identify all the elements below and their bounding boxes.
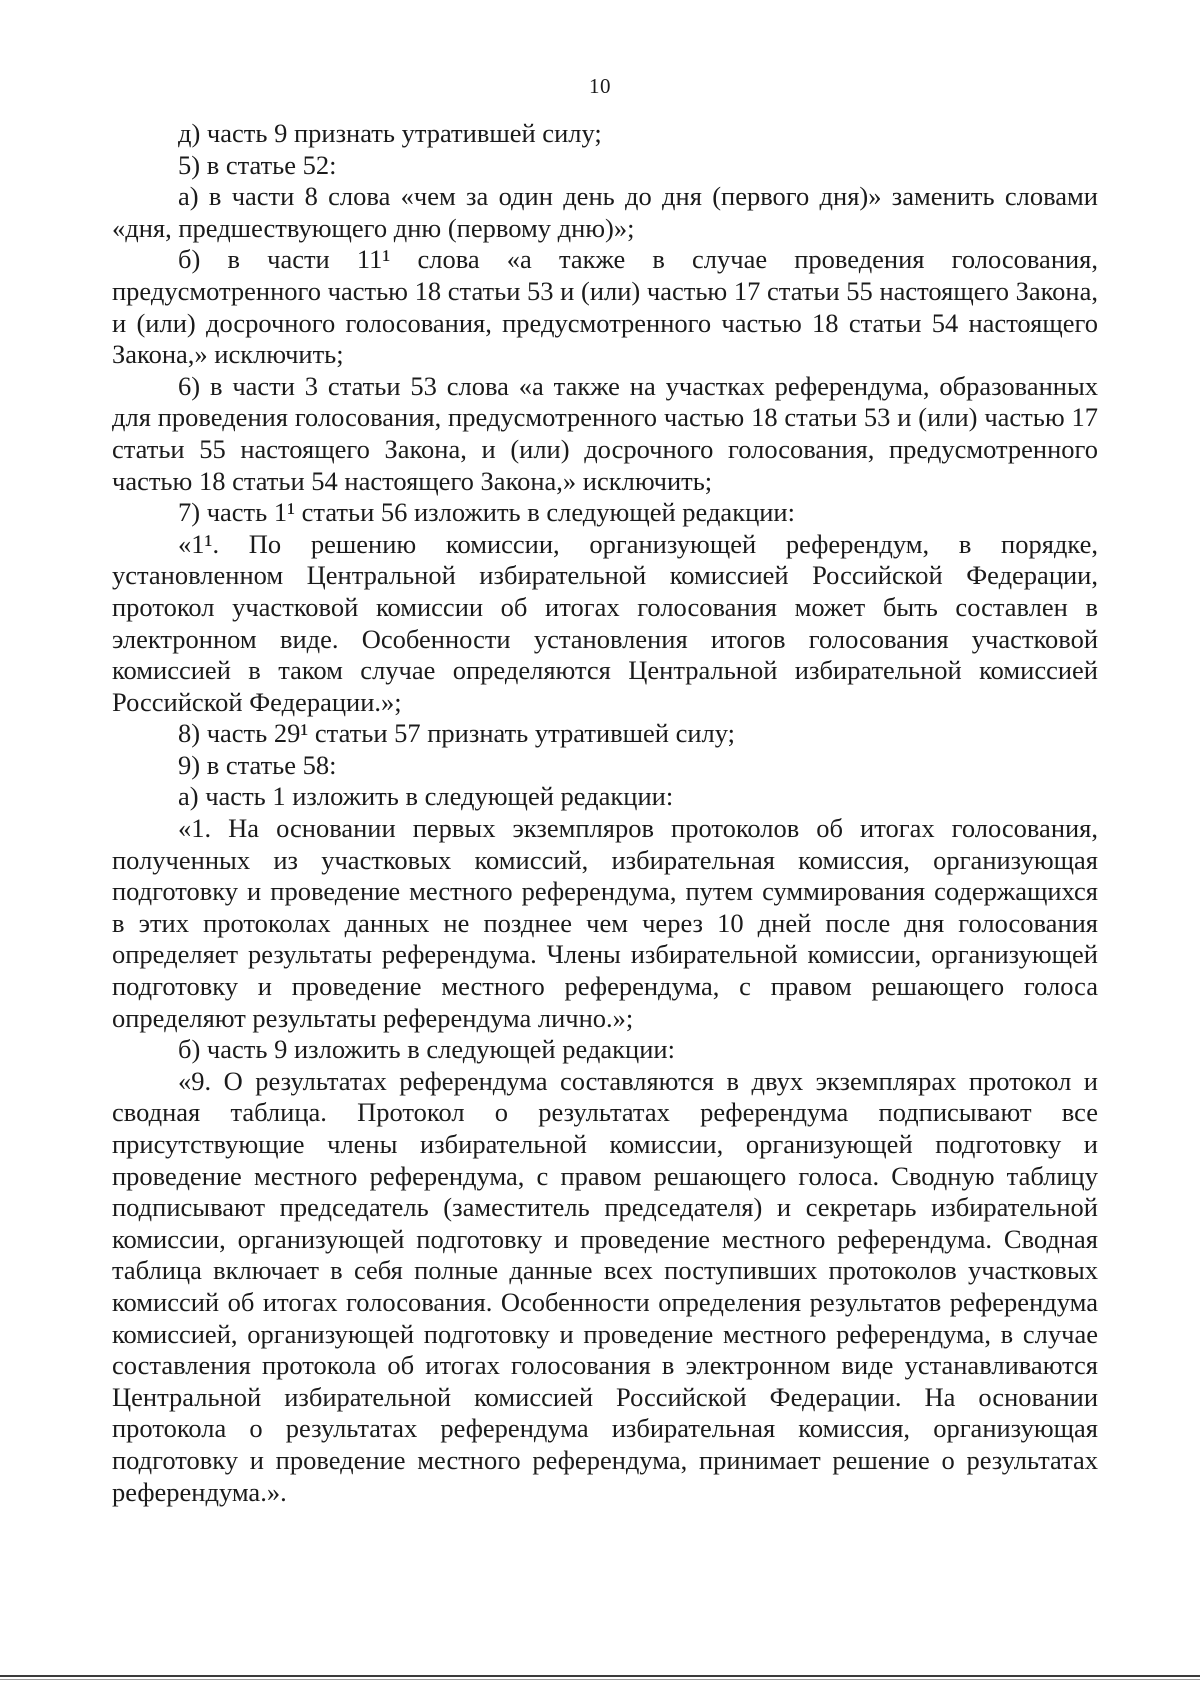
paragraph-subitem-b-part-9: б) часть 9 изложить в следующей редакции: [178,1034,675,1065]
paragraph-item-d-part-9: д) часть 9 признать утратившей силу; [178,118,602,148]
paragraph-item-8-article-57: 8) часть 29¹ статьи 57 признать утратившей силу; [178,718,736,749]
paragraph-quote-part-1: «1. На основании первых экземпляров протоколов об итогах голосования, полученных из участковых комиссий, избирательная комиссия, организующая подготовку и проведение местного референдума, путем суммирования содержащихся в этих протоколах данных не позднее чем через 10 дней после дня голосования определяет результаты референдума. Члены избирательной комиссии, организующей подготовку и проведение местного референдума, с правом решающего голоса определяют результаты референдума лично.»; [112,813,1098,1033]
scan-bottom-edge-shadow [0,1679,1200,1680]
paragraph-subitem-b-part-11-1: б) в части 11¹ слова «а также в случае проведения голосования, предусмотренного частью 18 статьи 53 и (или) частью 17 статьи 55 настоящего Закона, и (или) досрочного голосования, предусмотренного частью 18 статьи 54 настоящего Закона,» исключить; [112,244,1098,370]
paragraph-quote-part-9: «9. О результатах референдума составляются в двух экземплярах протокол и сводная таблица. Протокол о результатах референдума подписывают все присутствующие члены избирательной комиссии, организующей подготовку и проведение местного референдума, с правом решающего голоса. Сводную таблицу подписывают председатель (заместитель председателя) и секретарь избирательной комиссии, организующей подготовку и проведение местного референдума. Сводная таблица включает в себя полные данные всех поступивших протоколов участковых комиссий об итогах голосования. Особенности определения результатов референдума комиссией, организующей подготовку и проведение местного референдума, в случае составления протокола об итогах голосования в электронном виде устанавливаются Центральной избирательной комиссией Российской Федерации. На основании протокола о результатах референдума избирательная комиссия, организующая подготовку и проведение местного референдума, принимает решение о результатах референдума.». [112,1065,1098,1507]
document-body [112,118,1098,1508]
page-number: 10 [589,74,611,98]
paragraph-subitem-a-part-1: а) часть 1 изложить в следующей редакции: [178,781,674,812]
scan-bottom-edge [0,1675,1200,1677]
paragraph-item-7-article-56: 7) часть 1¹ статьи 56 изложить в следующей редакции: [178,497,795,528]
paragraph-item-6-article-53: 6) в части 3 статьи 53 слова «а также на участках референдума, образованных для проведения голосования, предусмотренного частью 18 статьи 53 и (или) частью 17 статьи 55 настоящего Закона, и (или) досрочного голосования, предусмотренного частью 18 статьи 54 настоящего Закона,» исключить; [112,370,1098,496]
paragraph-quote-part-1-1: «1¹. По решению комиссии, организующей референдум, в порядке, установленном Центральной избирательной комиссией Российской Федерации, протокол участковой комиссии об итогах голосования может быть составлен в электронном виде. Особенности установления итогов голосования участковой комиссией в таком случае определяются Центральной избирательной комиссией Российской Федерации.»; [112,528,1098,717]
paragraph-item-9-article-58: 9) в статье 58: [178,749,337,780]
paragraph-subitem-a-part-8: а) в части 8 слова «чем за один день до дня (первого дня)» заменить словами «дня, предшествующего дню (первому дню)»; [112,181,1098,243]
paragraph-item-5-article-52: 5) в статье 52: [178,149,337,180]
